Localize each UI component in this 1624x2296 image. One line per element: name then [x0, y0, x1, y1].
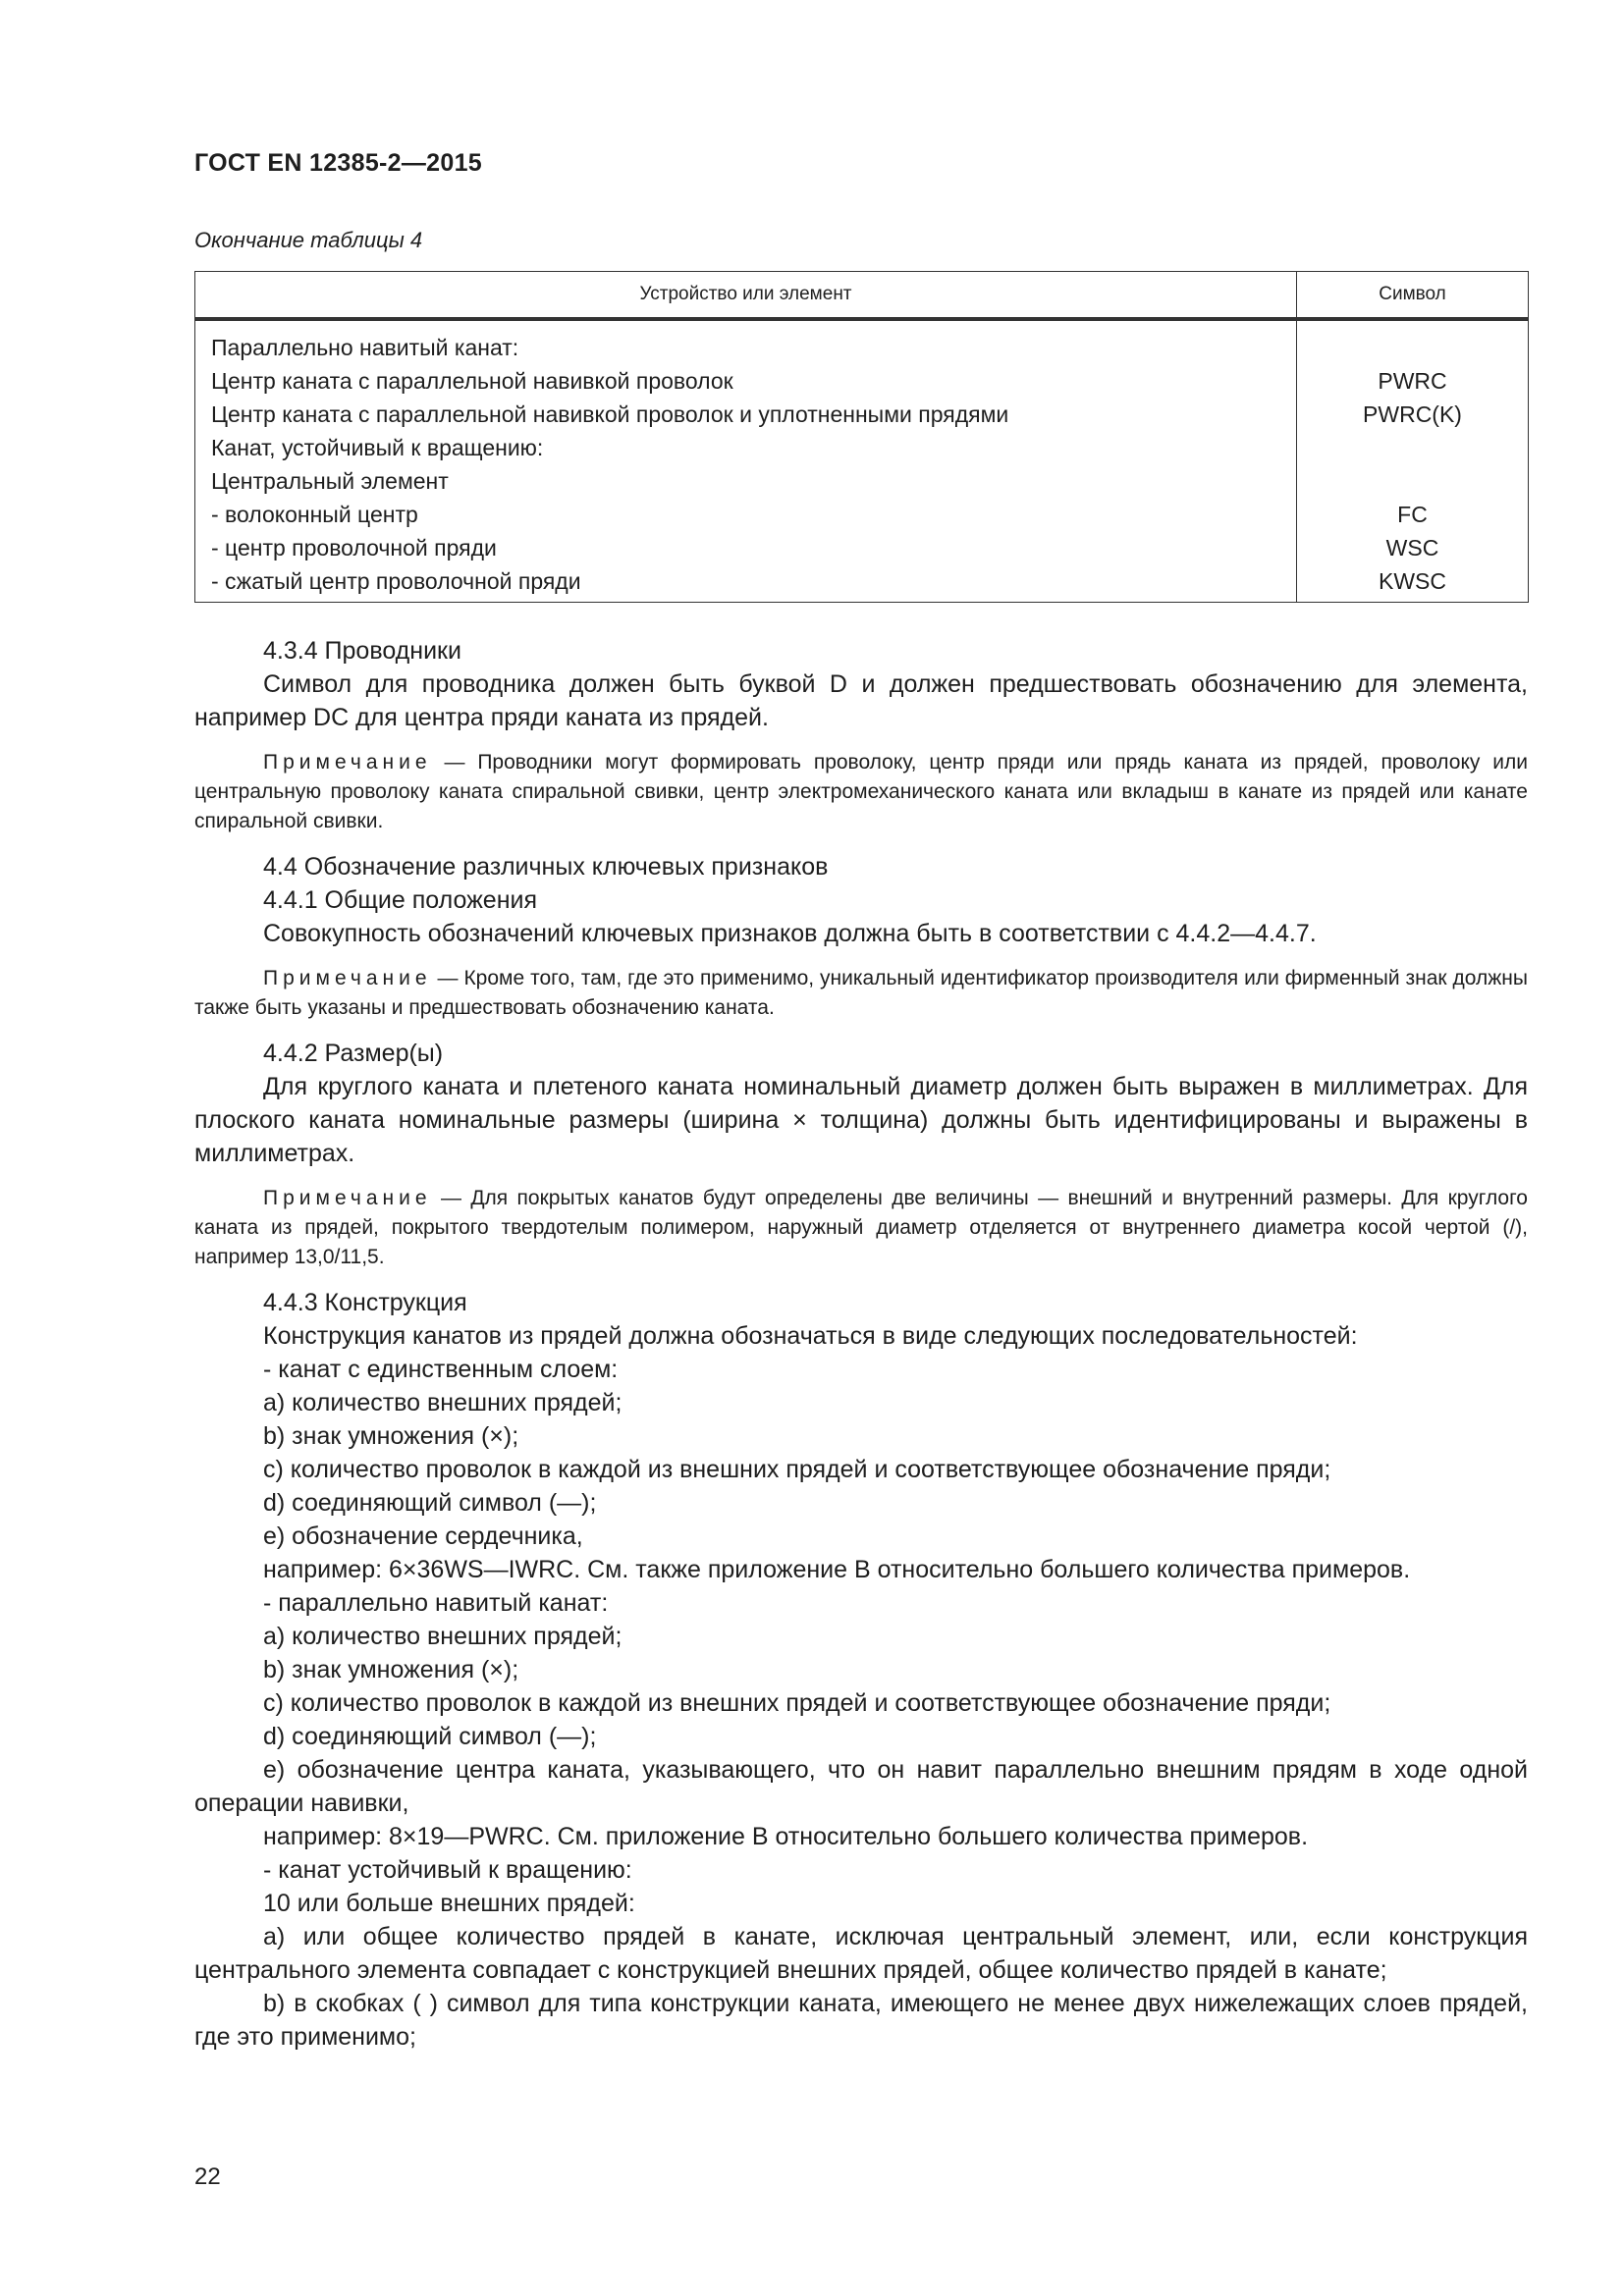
table-caption: Окончание таблицы 4 — [194, 228, 423, 252]
item-cell: - центр проволочной пряди — [195, 531, 1297, 564]
construction-line: Конструкция канатов из прядей должна обозначаться в виде следующих последовательностей: — [263, 1322, 1358, 1350]
table-row — [195, 531, 1529, 564]
table-row — [195, 319, 1529, 364]
table-row — [195, 464, 1529, 498]
table-header-row — [195, 272, 1529, 320]
symbol-cell — [1297, 319, 1529, 364]
construction-line: e) обозначение сердечника, — [263, 1522, 583, 1550]
note-label: Примечание — [263, 967, 432, 989]
construction-line: d) соединяющий символ (—); — [263, 1489, 597, 1517]
table-row — [195, 498, 1529, 531]
column-header-symbol: Символ — [1297, 272, 1529, 320]
note — [194, 748, 1528, 836]
construction-line: - канат с единственным слоем: — [263, 1356, 619, 1383]
note-label: Примечание — [263, 1187, 432, 1209]
construction-line: b) в скобках ( ) символ для типа конструкции каната, имеющего не менее двух нижележащих слоев прядей, где это применимо; — [194, 1990, 1528, 2051]
construction-line: a) или общее количество прядей в канате, исключая центральный элемент, или, если конструкция центрального элемента совпадает с конструкцией внешних прядей, общее количество прядей в канате; — [194, 1923, 1528, 1984]
construction-line: b) знак умножения (×); — [263, 1422, 519, 1450]
construction-line: a) количество внешних прядей; — [263, 1623, 623, 1650]
construction-line: - параллельно навитый канат: — [263, 1589, 609, 1617]
table-row — [195, 564, 1529, 603]
symbol-cell: PWRC(K) — [1297, 398, 1529, 431]
symbol-cell: FC — [1297, 498, 1529, 531]
item-cell: Центральный элемент — [195, 464, 1297, 498]
symbol-cell: KWSC — [1297, 564, 1529, 603]
symbols-table — [194, 271, 1529, 603]
item-cell: Центр каната с параллельной навивкой проволок и уплотненными прядями — [195, 398, 1297, 431]
construction-line: c) количество проволок в каждой из внешних прядей и соответствующее обозначение пряди; — [263, 1689, 1331, 1717]
section-heading-4-4: 4.4 Обозначение различных ключевых признаков — [263, 853, 829, 881]
table-row — [195, 398, 1529, 431]
document-body — [194, 634, 1528, 2054]
paragraph: Совокупность обозначений ключевых признаков должна быть в соответствии с 4.4.2—4.4.7. — [263, 920, 1317, 947]
table-row — [195, 431, 1529, 464]
table-row — [195, 364, 1529, 398]
note-text: Проводники могут формировать проволоку, центр пряди или прядь каната из прядей, проволоку или центральную проволоку каната спиральной свивки, центр электромеханического каната или вкладыш в канате из прядей или канате спиральной свивки. — [194, 751, 1528, 832]
construction-line: d) соединяющий символ (—); — [263, 1723, 597, 1750]
section-heading-4-4-2: 4.4.2 Размер(ы) — [263, 1040, 444, 1067]
construction-line: 10 или больше внешних прядей: — [263, 1890, 635, 1917]
construction-line: например: 6×36WS—IWRC. См. также приложение B относительно большего количества примеров. — [263, 1556, 1411, 1583]
note-dash: — — [431, 751, 478, 774]
item-cell: Параллельно навитый канат: — [195, 319, 1297, 364]
section-heading-4-3-4: 4.3.4 Проводники — [263, 637, 461, 665]
note — [194, 964, 1528, 1023]
note-dash: — — [431, 967, 464, 989]
item-cell: - волоконный центр — [195, 498, 1297, 531]
item-cell: - сжатый центр проволочной пряди — [195, 564, 1297, 603]
section-heading-4-4-3: 4.4.3 Конструкция — [263, 1289, 467, 1316]
item-cell: Центр каната с параллельной навивкой проволок — [195, 364, 1297, 398]
section-heading-4-4-1: 4.4.1 Общие положения — [263, 886, 538, 914]
note-label: Примечание — [263, 751, 432, 774]
page-number: 22 — [194, 2163, 221, 2190]
column-header-item: Устройство или элемент — [195, 272, 1297, 320]
symbol-cell: PWRC — [1297, 364, 1529, 398]
paragraph: Для круглого каната и плетеного каната номинальный диаметр должен быть выражен в миллиметрах. Для плоского каната номинальные размеры (ширина × толщина) должны быть идентифицированы и выражены в миллиметрах. — [194, 1073, 1528, 1167]
note — [194, 1184, 1528, 1272]
document-header: ГОСТ EN 12385-2—2015 — [194, 149, 482, 177]
document-page — [194, 0, 1528, 2296]
construction-line: c) количество проволок в каждой из внешних прядей и соответствующее обозначение пряди; — [263, 1456, 1331, 1483]
note-text: Для покрытых канатов будут определены две величины — внешний и внутренний размеры. Для круглого каната из прядей, покрытого твердотелым полимером, наружный диаметр отделяется от внутреннего диаметра косой чертой (/), например 13,0/11,5. — [194, 1187, 1528, 1268]
construction-line: e) обозначение центра каната, указывающего, что он навит параллельно внешним прядям в ходе одной операции навивки, — [194, 1756, 1528, 1817]
symbol-cell: WSC — [1297, 531, 1529, 564]
paragraph: Символ для проводника должен быть буквой D и должен предшествовать обозначению для элемента, например DC для центра пряди каната из прядей. — [194, 670, 1528, 731]
symbol-cell — [1297, 464, 1529, 498]
note-text: Кроме того, там, где это применимо, уникальный идентификатор производителя или фирменный знак должны также быть указаны и предшествовать обозначению каната. — [194, 967, 1528, 1019]
construction-line: - канат устойчивый к вращению: — [263, 1856, 632, 1884]
construction-line: a) количество внешних прядей; — [263, 1389, 623, 1416]
symbol-cell — [1297, 431, 1529, 464]
construction-line: например: 8×19—PWRC. См. приложение B относительно большего количества примеров. — [263, 1823, 1309, 1850]
construction-line: b) знак умножения (×); — [263, 1656, 519, 1683]
item-cell: Канат, устойчивый к вращению: — [195, 431, 1297, 464]
note-dash: — — [431, 1187, 471, 1209]
